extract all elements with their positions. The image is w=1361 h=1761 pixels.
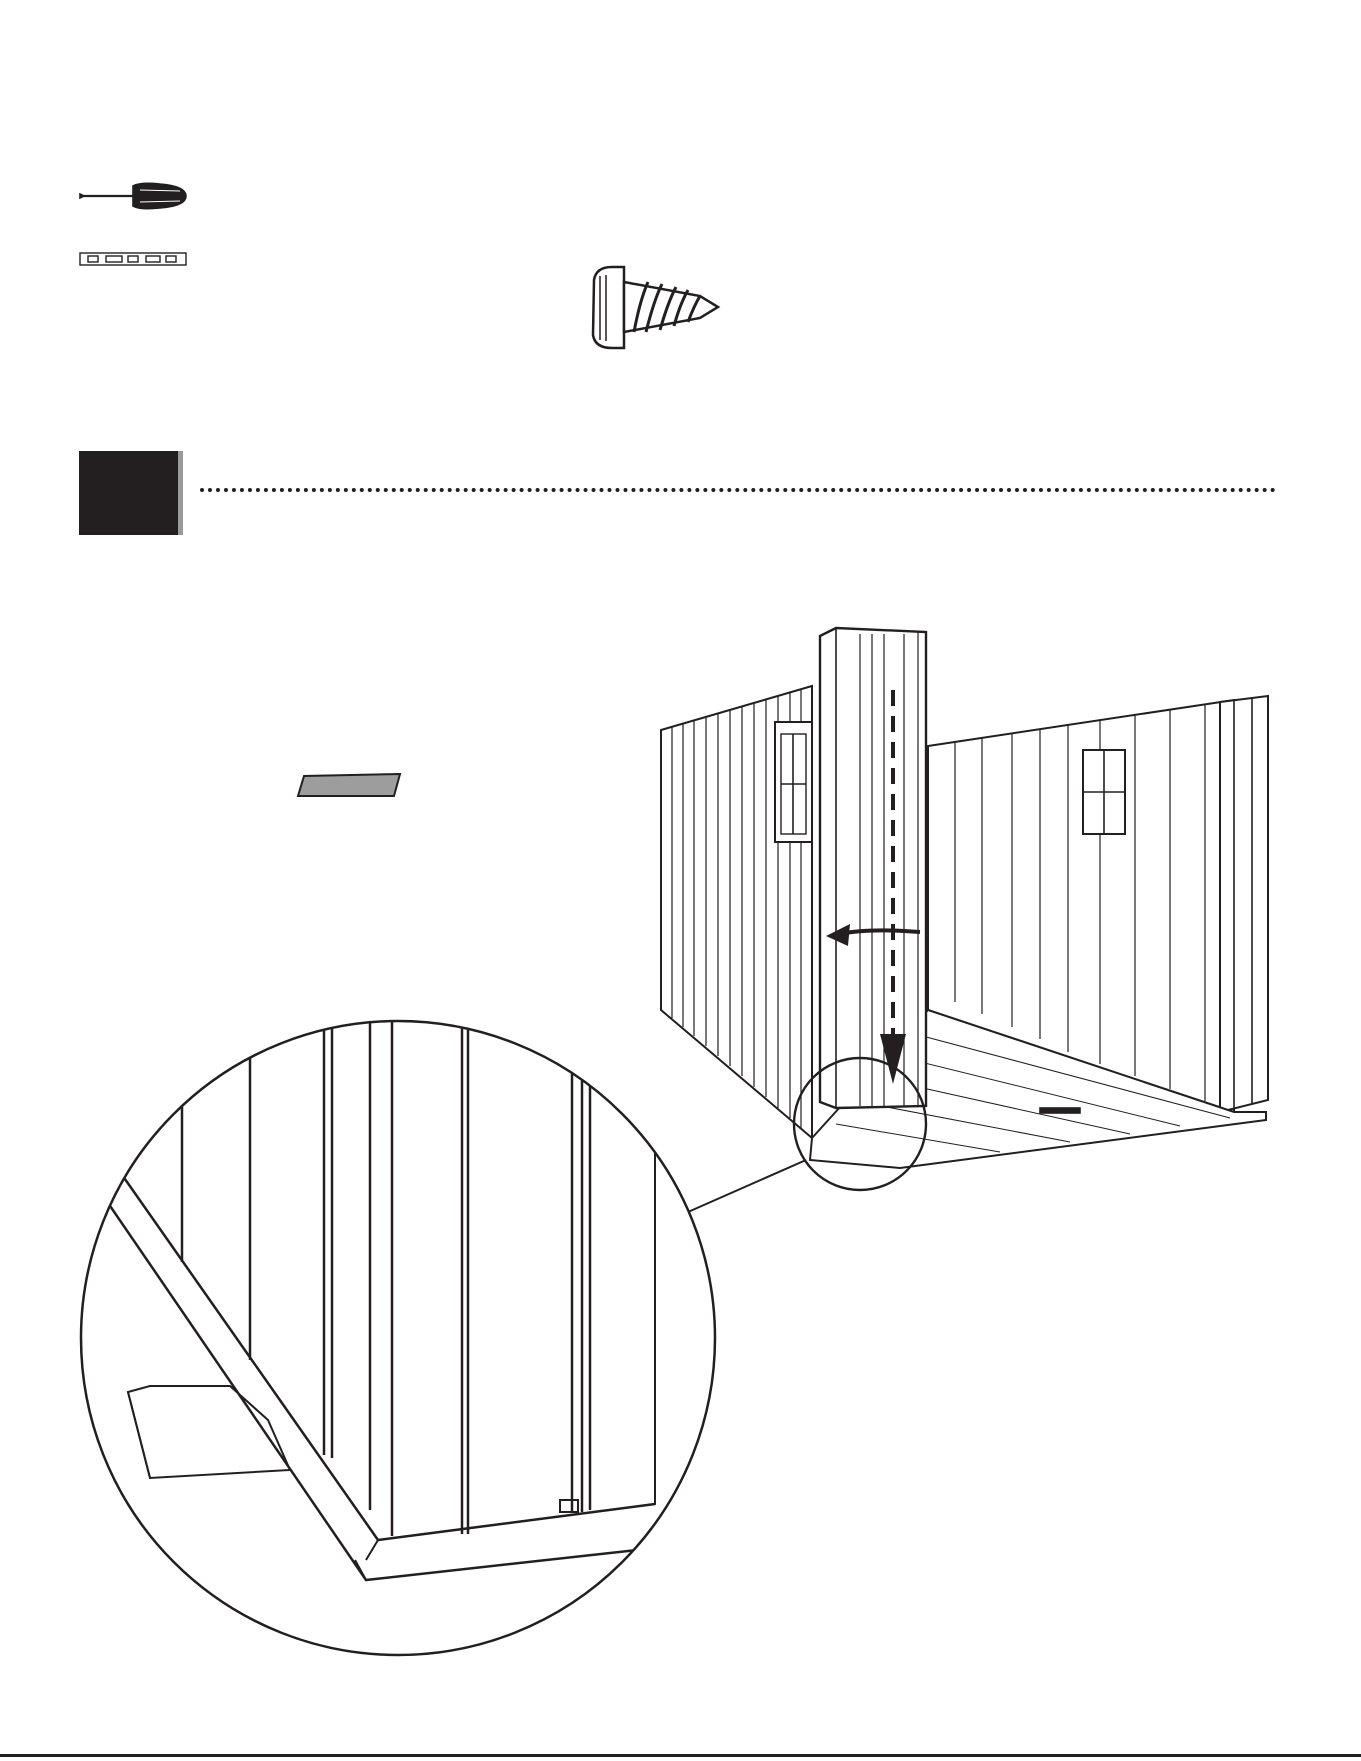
screwdriver-icon [80, 183, 186, 208]
screw-icon [593, 267, 718, 348]
detail-view [81, 980, 715, 1655]
step-number-box [79, 451, 183, 535]
level-icon [80, 253, 186, 265]
wooden-shim-icon [298, 774, 400, 796]
step-divider [200, 488, 1276, 492]
shed-illustration [661, 628, 1268, 1212]
page-bottom-rule [0, 1754, 1361, 1757]
